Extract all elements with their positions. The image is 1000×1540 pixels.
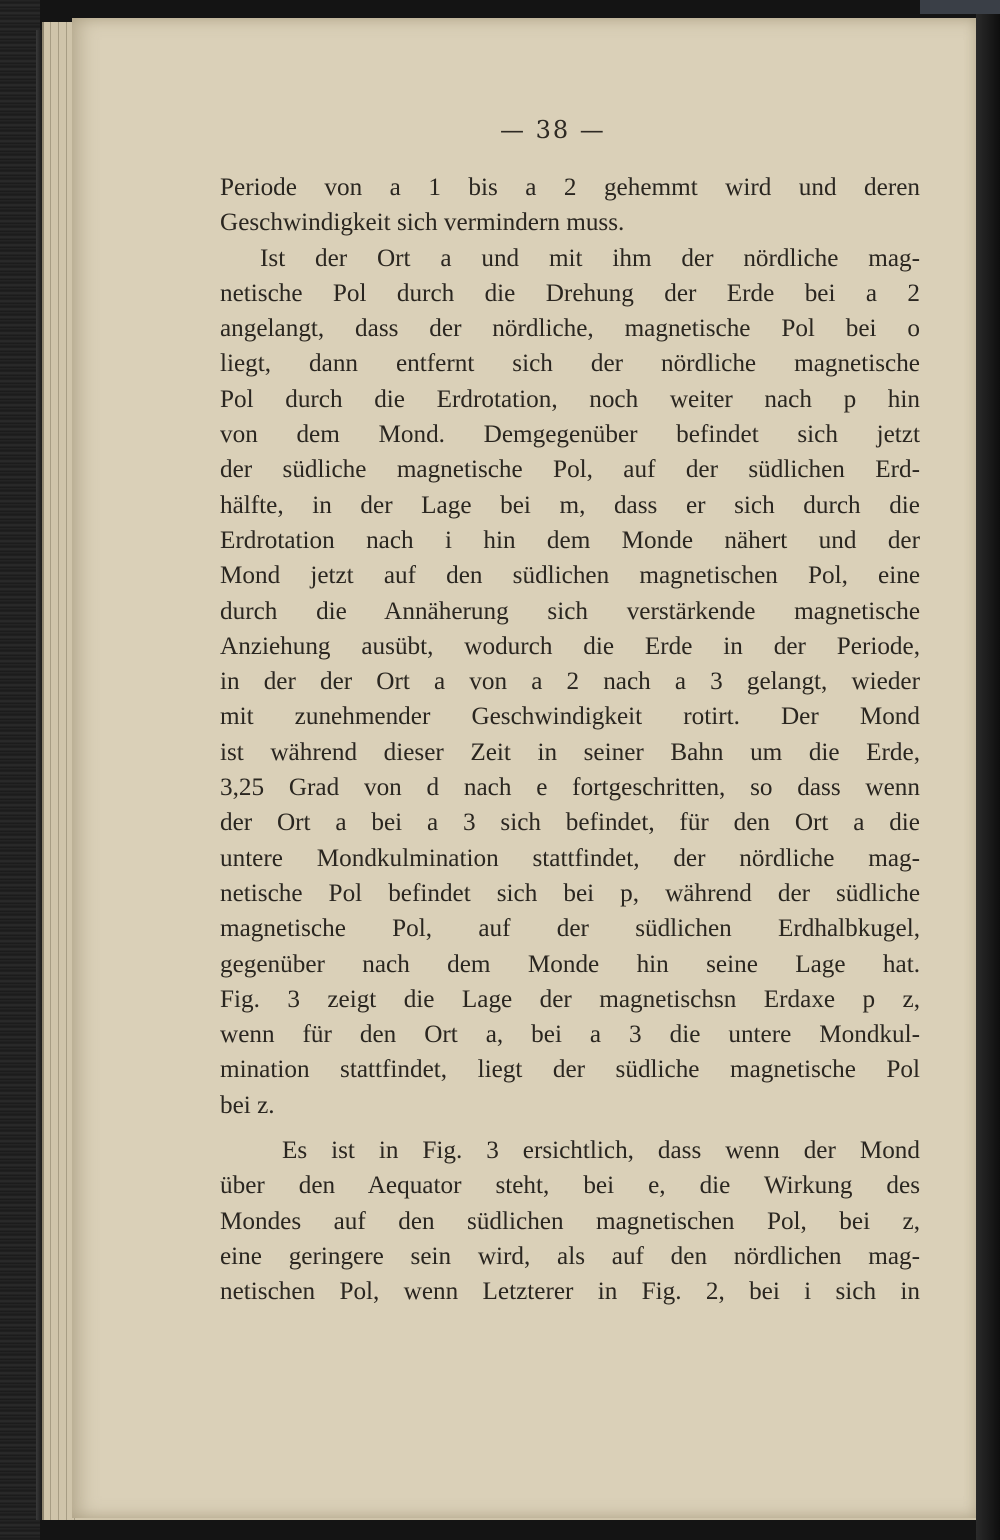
text-line: Es ist in Fig. 3 ersichtlich, dass wenn der Mond [282, 1137, 920, 1165]
page-stack-line [50, 22, 51, 1520]
text-line: Pol durch die Erdrotation, noch weiter nach p hin [220, 385, 920, 413]
text-line: der Ort a bei a 3 sich befindet, für den Ort a die [220, 809, 920, 837]
page-stack-line [58, 22, 59, 1520]
text-line: untere Mondkulmination stattfindet, der nördliche mag- [220, 844, 920, 872]
page-stack-line [66, 22, 67, 1520]
text-line: Anziehung ausübt, wodurch die Erde in der Periode, [220, 632, 920, 660]
text-line: angelangt, dass der nördliche, magnetische Pol bei o [220, 315, 920, 343]
text-line: gegenüber nach dem Monde hin seine Lage hat. [220, 950, 920, 978]
text-line: durch die Annäherung sich verstärkende magnetische [220, 597, 920, 625]
text-line: bei z. [220, 1091, 275, 1119]
text-line: in der der Ort a von a 2 nach a 3 gelangt, wieder [220, 668, 920, 696]
page-right-edge [976, 0, 1000, 1540]
page-number: — 38 — [500, 116, 606, 144]
text-line: ist während dieser Zeit in seiner Bahn um die Erde, [220, 738, 920, 766]
text-line: magnetische Pol, auf der südlichen Erdhalbkugel, [220, 915, 920, 943]
text-line: eine geringere sein wird, als auf den nördlichen mag- [220, 1242, 920, 1270]
text-line: 3,25 Grad von d nach e fortgeschritten, so dass wenn [220, 774, 920, 802]
text-line: Mond jetzt auf den südlichen magnetischen Pol, eine [220, 562, 920, 590]
text-line: hälfte, in der Lage bei m, dass er sich durch die [220, 491, 920, 519]
text-line: Geschwindigkeit sich vermindern muss. [220, 209, 625, 237]
text-line: über den Aequator steht, bei e, die Wirkung des [220, 1172, 920, 1200]
text-line: Erdrotation nach i hin dem Monde nähert und der [220, 526, 920, 554]
text-line: wenn für den Ort a, bei a 3 die untere Mondkul- [220, 1021, 920, 1049]
paragraph-gap [220, 1123, 920, 1133]
text-line: netischen Pol, wenn Letzterer in Fig. 2, bei i sich in [220, 1278, 920, 1306]
text-line: von dem Mond. Demgegenüber befindet sich jetzt [220, 421, 920, 449]
text-line: der südliche magnetische Pol, auf der südlichen Erd- [220, 456, 920, 484]
top-corner-tab [920, 0, 1000, 14]
text-line: Mondes auf den südlichen magnetischen Pol, bei z, [220, 1207, 920, 1235]
text-line: liegt, dann entfernt sich der nördliche magnetische [220, 350, 920, 378]
text-line: mit zunehmender Geschwindigkeit rotirt. Der Mond [220, 703, 920, 731]
text-line: netische Pol durch die Drehung der Erde bei a 2 [220, 279, 920, 307]
body-text [220, 170, 920, 1310]
text-line: mination stattfindet, liegt der südliche magnetische Pol [220, 1056, 920, 1084]
text-line: Periode von a 1 bis a 2 gehemmt wird und deren [220, 174, 920, 201]
book-binding [0, 0, 40, 1540]
text-line: Ist der Ort a und mit ihm der nördliche mag- [260, 244, 920, 272]
text-line: Fig. 3 zeigt die Lage der magnetischsn Erdaxe p z, [220, 985, 920, 1013]
text-line: netische Pol befindet sich bei p, während der südliche [220, 879, 920, 907]
